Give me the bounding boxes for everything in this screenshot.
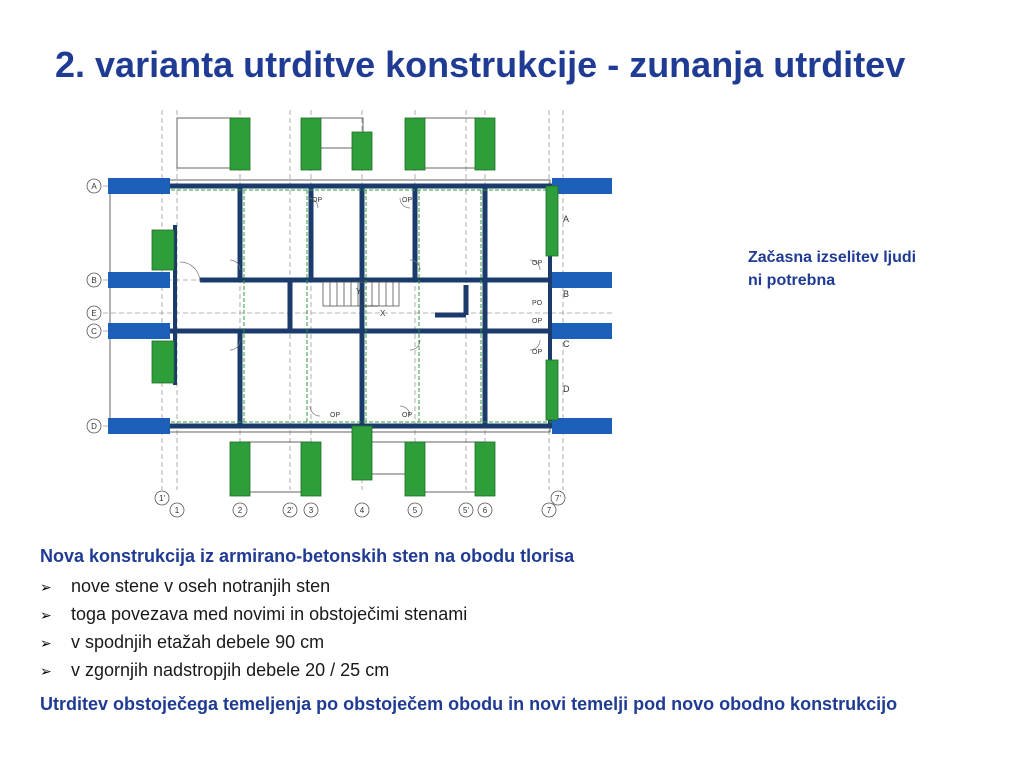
row-axis-label: B [91,276,97,285]
arrow-bullet-icon: ➢ [40,607,52,623]
right-label-c: C [563,339,570,349]
col-axis-label: 4 [359,506,365,515]
col-axis-label: 2 [237,506,243,515]
col-axis-label: 6 [482,506,488,515]
right-label-d: D [563,384,570,394]
page-title: 2. varianta utrditve konstrukcije - zunanja utrditev [55,44,906,85]
section2-heading: Utrditev obstoječega temeljenja po obstoječem obodu in novi temelji pod novo obodno konstrukcijo [40,694,898,714]
section1-heading: Nova konstrukcija iz armirano-betonskih sten na obodu tlorisa [40,546,575,566]
po-label: PO [532,300,543,307]
col-axis-label: 5 [412,506,418,515]
col-axis-label: 1' [159,494,165,503]
col-axis-label: 1 [174,506,180,515]
bullet-list [40,573,1000,685]
op-label: OP [402,412,413,419]
col-axis-label: 3 [308,506,314,515]
op-label: OP [330,412,341,419]
axis-x-label: X [380,309,386,318]
op-label: OP [532,349,543,356]
list-item: ➢ v zgornjih nadstropjih debele 20 / 25 cm [40,657,1000,685]
arrow-bullet-icon: ➢ [40,663,52,679]
side-note-line1: Začasna izselitev ljudi [748,249,917,266]
col-axis-label: 5' [463,506,469,515]
list-item: ➢ nove stene v oseh notranjih sten [40,573,1000,601]
side-note [748,246,916,292]
right-label-b: B [563,289,570,299]
col-axis-label: 7 [546,506,552,515]
op-label: OP [402,197,413,204]
side-note-line2: ni potrebna [748,272,836,289]
row-axis-label: D [91,422,97,431]
col-axis-label: 2' [287,506,293,515]
row-axis-label: E [91,309,97,318]
op-label: OP [532,260,543,267]
right-label-a: A [563,214,570,224]
col-axis-label: 7' [555,494,561,503]
list-item: ➢ v spodnjih etažah debele 90 cm [40,629,1000,657]
op-label: OP [532,318,543,325]
op-label: OP [312,197,323,204]
description-block [40,543,1000,717]
row-axis-label: C [91,327,97,336]
list-item: ➢ toga povezava med novimi in obstoječimi stenami [40,601,1000,629]
arrow-bullet-icon: ➢ [40,579,52,595]
row-axis-label: A [91,182,97,191]
arrow-bullet-icon: ➢ [40,635,52,651]
floor-plan-diagram [80,110,640,530]
axis-y-label: Y [356,287,362,296]
